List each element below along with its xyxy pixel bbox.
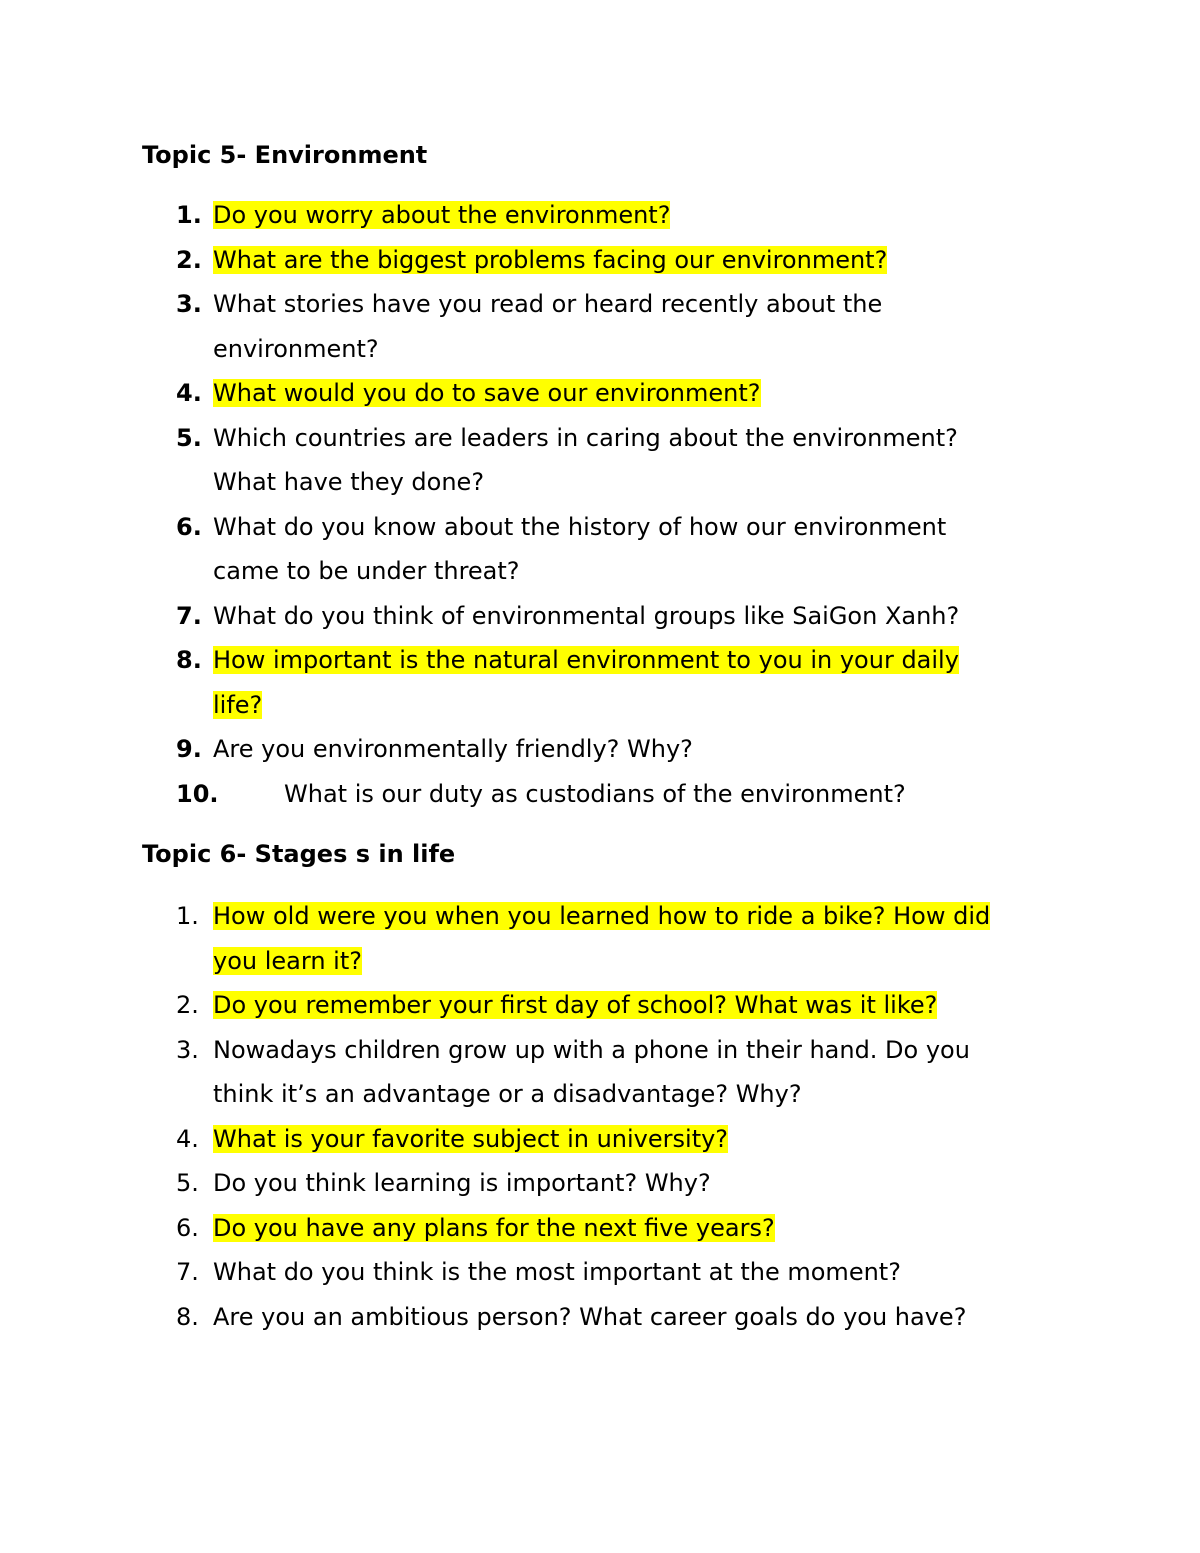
topic-6-question-list (176, 894, 1076, 1339)
question-item (176, 1161, 1076, 1206)
question-text: Do you have any plans for the next five years? (213, 1213, 775, 1242)
question-text: What do you know about the history of how our environment (213, 512, 947, 541)
question-number: 1. (176, 201, 202, 229)
question-item (176, 1295, 1076, 1340)
question-number: 10. (176, 779, 219, 808)
question-item (176, 1028, 1076, 1117)
question-text: Do you think learning is important? Why? (213, 1169, 711, 1197)
question-text-continued: environment? (213, 334, 379, 363)
question-text-continued: came to be under threat? (213, 557, 520, 585)
question-number: 2. (176, 991, 199, 1019)
question-number: 3. (176, 1035, 199, 1064)
question-number: 4. (176, 379, 202, 407)
question-number: 7. (176, 1258, 199, 1286)
question-item (176, 1250, 1076, 1295)
question-number: 5. (176, 1169, 199, 1197)
question-text: Are you an ambitious person? What career goals do you have? (213, 1302, 967, 1331)
question-text: What is your favorite subject in university? (213, 1124, 729, 1153)
question-number: 8. (176, 1302, 199, 1331)
question-item (176, 638, 1076, 727)
question-item (176, 1206, 1076, 1251)
question-item (176, 594, 1076, 639)
question-text: What would you do to save our environment? (213, 379, 761, 407)
question-text: Do you remember your first day of school? What was it like? (213, 991, 938, 1019)
question-text: Nowadays children grow up with a phone in their hand. Do you (213, 1035, 970, 1064)
topic-5-question-list (176, 193, 1076, 816)
question-item (176, 238, 1076, 283)
question-number: 6. (176, 512, 202, 541)
question-number: 9. (176, 735, 202, 763)
question-text: What do you think is the most important at the moment? (213, 1258, 901, 1286)
question-text-continued: life? (213, 690, 263, 719)
question-text: What do you think of environmental groups like SaiGon Xanh? (213, 601, 960, 630)
topic-6-heading: Topic 6- Stages s in life (142, 840, 456, 868)
question-item (176, 772, 1076, 817)
question-number: 1. (176, 902, 199, 930)
question-text-continued: think it’s an advantage or a disadvantage? Why? (213, 1080, 802, 1108)
question-item (176, 727, 1076, 772)
question-text-continued: What have they done? (213, 468, 485, 496)
question-number: 8. (176, 646, 202, 674)
question-item (176, 416, 1076, 505)
question-text-continued: you learn it? (213, 946, 362, 975)
question-number: 2. (176, 245, 202, 274)
topic-5-heading: Topic 5- Environment (142, 141, 428, 169)
question-item (176, 505, 1076, 594)
question-item (176, 983, 1076, 1028)
question-text: How important is the natural environment to you in your daily (213, 646, 959, 674)
question-item (176, 282, 1076, 371)
question-text: Do you worry about the environment? (213, 201, 671, 229)
question-number: 6. (176, 1213, 199, 1242)
question-text: Are you environmentally friendly? Why? (213, 735, 693, 763)
question-text: How old were you when you learned how to ride a bike? How did (213, 902, 991, 930)
question-item (176, 193, 1076, 238)
question-item (176, 894, 1076, 983)
question-text: Which countries are leaders in caring about the environment? (213, 423, 958, 452)
question-number: 7. (176, 601, 202, 630)
question-number: 4. (176, 1124, 199, 1153)
question-text: What is our duty as custodians of the environment? (284, 779, 906, 808)
question-text: What are the biggest problems facing our environment? (213, 245, 888, 274)
question-text: What stories have you read or heard recently about the (213, 290, 883, 318)
question-item (176, 1117, 1076, 1162)
question-item (176, 371, 1076, 416)
question-number: 3. (176, 290, 202, 318)
question-number: 5. (176, 423, 202, 452)
